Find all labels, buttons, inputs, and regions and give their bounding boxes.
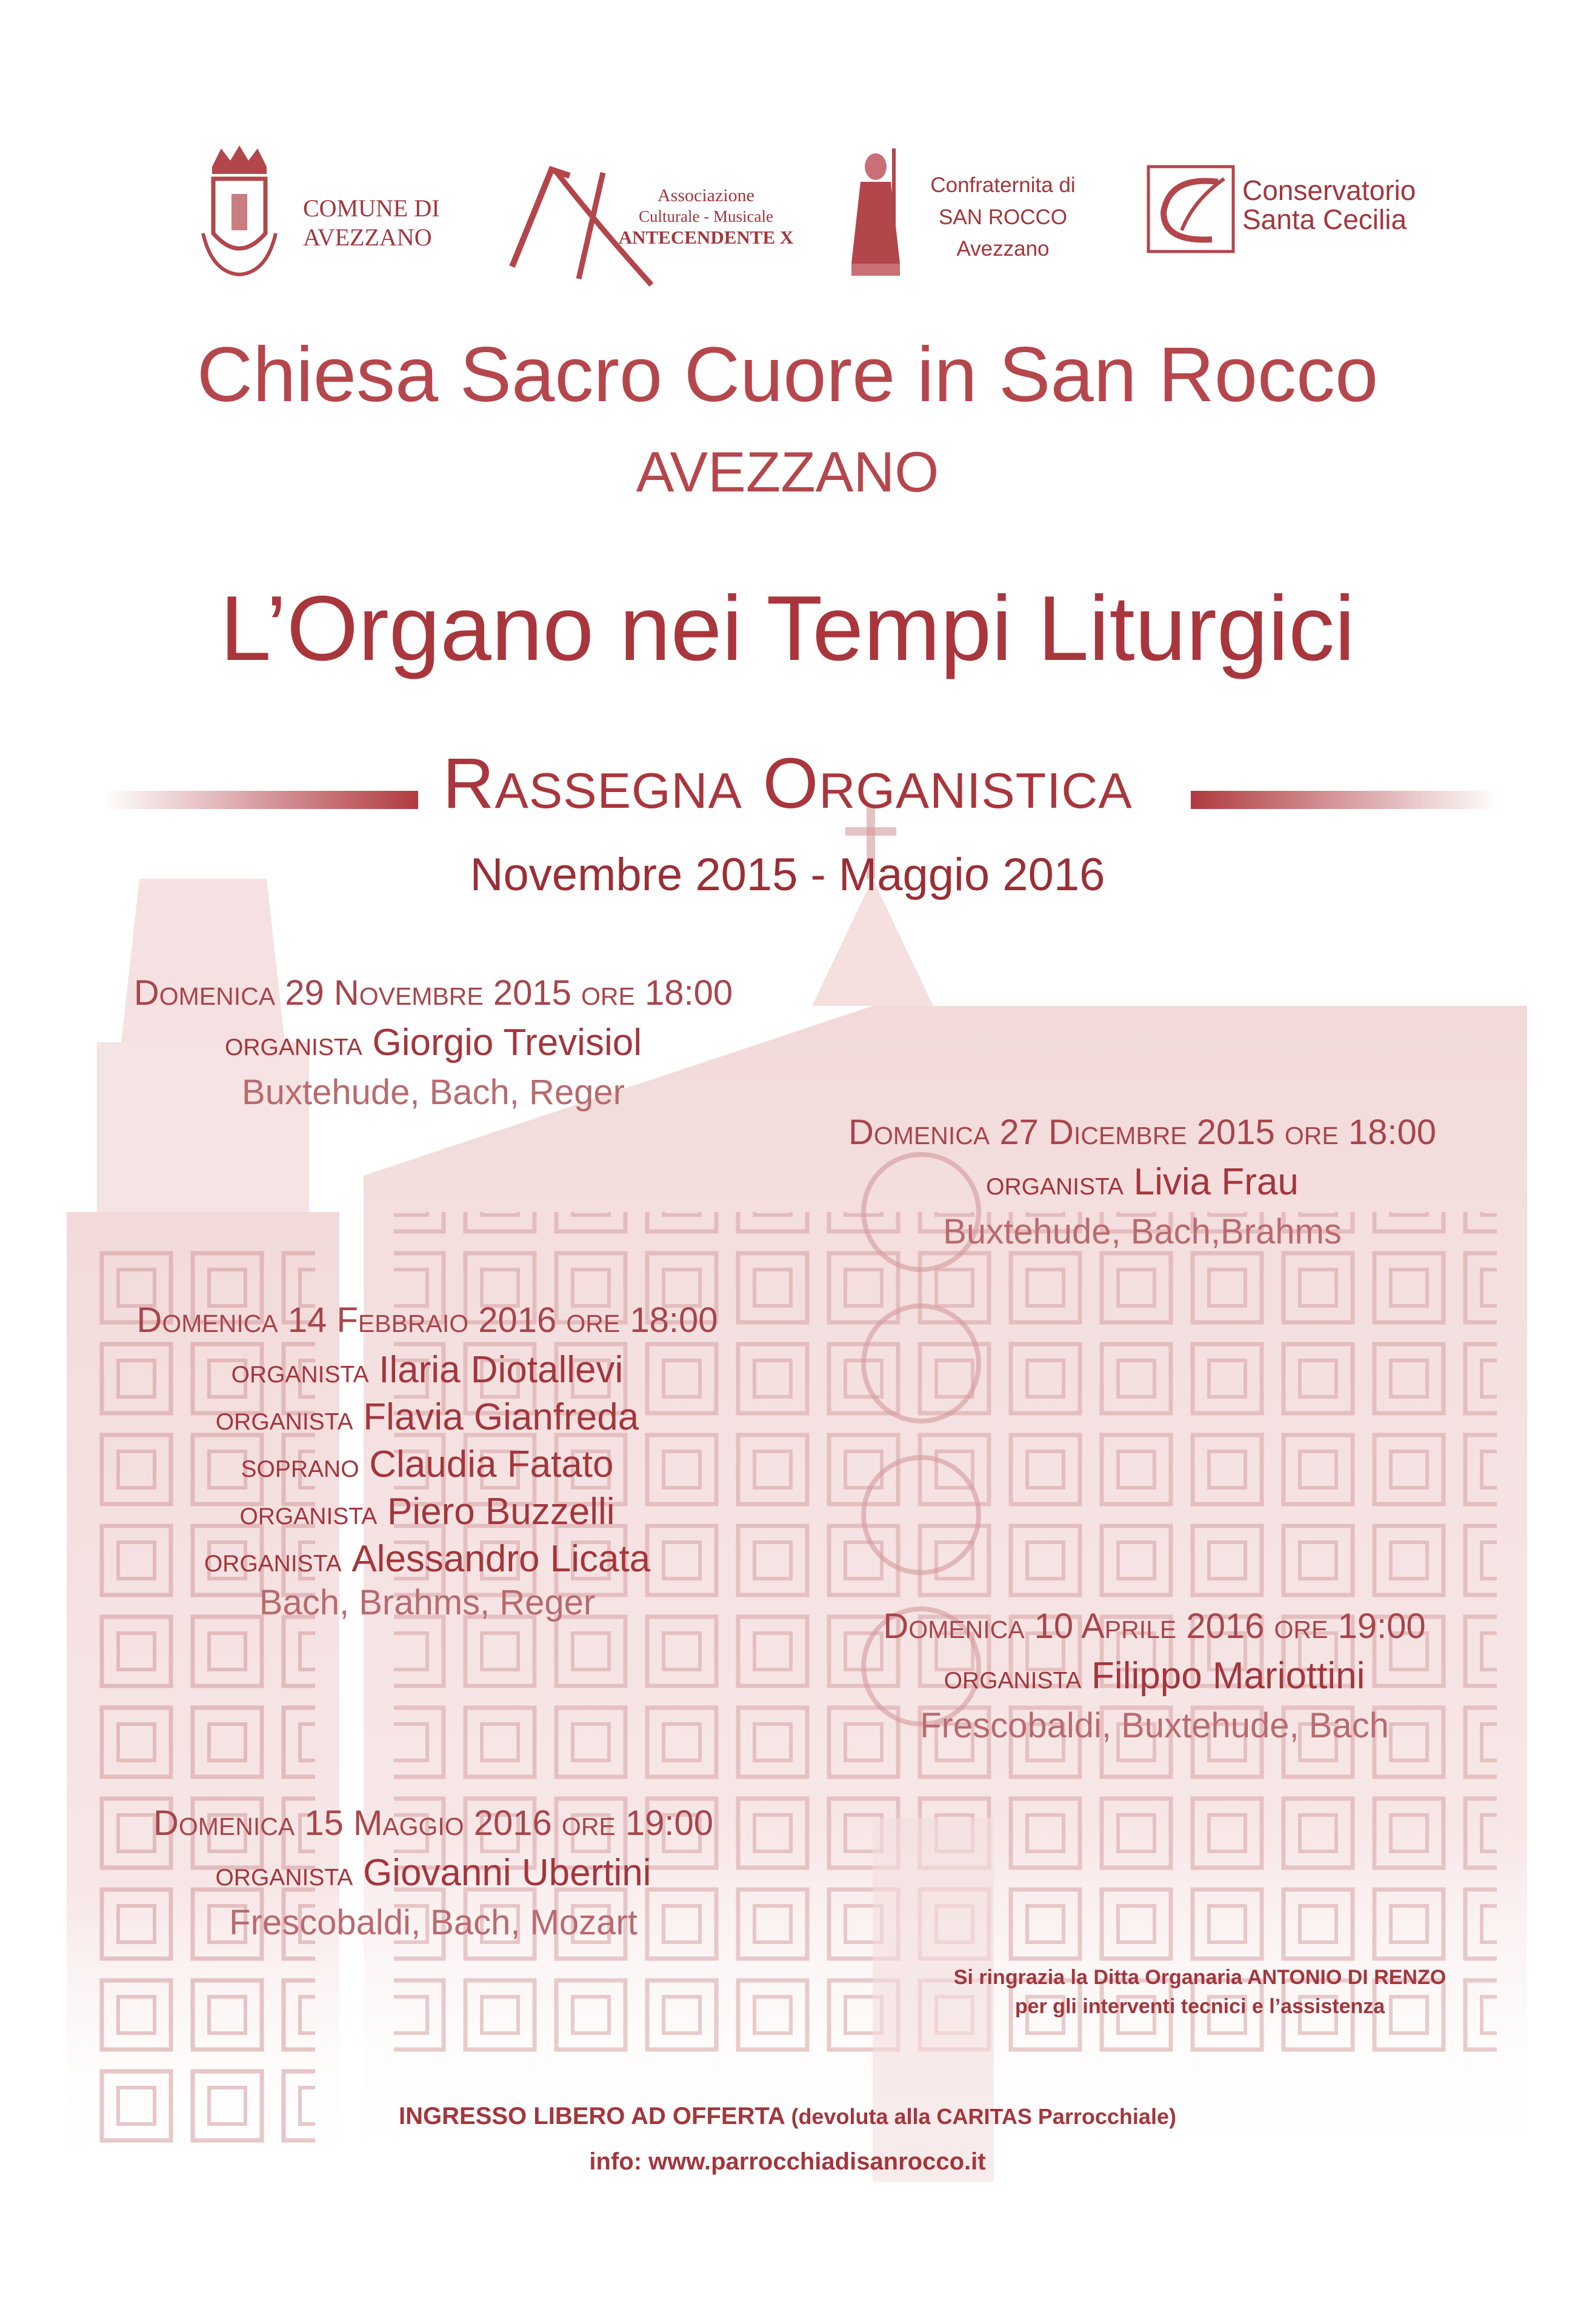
performer: [800, 1161, 1485, 1203]
acknowledgement: [861, 1963, 1539, 2021]
comune-line1: COMUNE DI: [303, 195, 440, 222]
event-date: Domenica 29 Novembre 2015 ore 18:00: [133, 973, 733, 1013]
logo-confraternita: [842, 142, 1097, 279]
associazione-line2: Culturale - Musicale: [639, 207, 773, 225]
city-crest-icon: [200, 142, 279, 279]
series-period: Novembre 2015 - Maggio 2016: [470, 849, 1105, 901]
event-composers: Buxtehude, Bach, Reger: [242, 1073, 625, 1112]
event-block: [800, 1115, 1485, 1250]
acknowledgement-line1: Si ringrazia la Ditta Organaria ANTONIO DI RENZO: [953, 1966, 1447, 1989]
series-title: Rassegna Organistica: [442, 744, 1133, 824]
event-block: [91, 1803, 776, 1942]
confraternita-line3: Avezzano: [956, 237, 1050, 261]
event-composers: Frescobaldi, Bach, Mozart: [229, 1903, 638, 1942]
confraternita-line1: Confraternita di: [930, 173, 1076, 197]
event-date: Domenica 14 Febbraio 2016 ore 18:00: [136, 1300, 718, 1340]
divider-right: [1191, 791, 1500, 809]
conservatorio-emblem-icon: [1145, 164, 1236, 255]
performer-role: organista: [225, 1024, 362, 1062]
associazione-line3: ANTECENDENTE X: [618, 227, 794, 248]
event-date: Domenica 10 Aprile 2016 ore 19:00: [883, 1606, 1426, 1646]
performer-name: Claudia Fatato: [369, 1443, 614, 1485]
info-link[interactable]: info: www.parrocchiadisanrocco.it: [589, 2148, 986, 2175]
associazione-line1: Associazione: [658, 185, 754, 205]
performer-name: Giovanni Ubertini: [362, 1852, 651, 1894]
performer-role: organista: [204, 1540, 342, 1579]
saint-rocco-statue-icon: [842, 142, 909, 279]
event-block: [91, 973, 776, 1112]
confraternita-line2: SAN ROCCO: [939, 205, 1067, 229]
performer: [91, 1024, 776, 1062]
performer-role: soprano: [241, 1446, 359, 1484]
performer-name: Alessandro Licata: [351, 1538, 651, 1580]
event-composers: Buxtehude, Bach,Brahms: [943, 1212, 1342, 1251]
performer: [91, 1854, 776, 1892]
performer-role: organista: [215, 1399, 353, 1437]
performer: [85, 1493, 770, 1531]
performer-role: organista: [944, 1657, 1082, 1696]
entry-note: (devoluta alla CARITAS Parrocchiale): [791, 2104, 1176, 2129]
performer-name: Ilaria Diotallevi: [379, 1349, 624, 1391]
performer-name: Giorgio Trevisiol: [372, 1022, 642, 1064]
performer: [85, 1540, 770, 1578]
event-title: L’Organo nei Tempi Liturgici: [220, 577, 1355, 680]
performer: [85, 1351, 770, 1389]
performer: [85, 1443, 770, 1485]
logo-associazione: [506, 158, 809, 291]
performer-role: organista: [986, 1164, 1124, 1202]
acknowledgement-line2: per gli interventi tecnici e l’assistenza: [1014, 1994, 1385, 2018]
logo-conservatorio: [1145, 164, 1436, 261]
performer-role: organista: [215, 1854, 353, 1893]
event-block: [85, 1300, 770, 1622]
event-composers: Bach, Brahms, Reger: [259, 1583, 596, 1622]
event-date: Domenica 27 Dicembre 2015 ore 18:00: [848, 1113, 1437, 1152]
event-block: [812, 1606, 1497, 1745]
performer-role: organista: [239, 1493, 378, 1531]
logo-comune: [200, 142, 448, 288]
performer: [85, 1396, 770, 1438]
comune-line2: AVEZZANO: [303, 224, 432, 251]
event-date: Domenica 15 Maggio 2016 ore 19:00: [153, 1803, 714, 1843]
performer-name: Livia Frau: [1133, 1161, 1299, 1203]
conservatorio-line1: Conservatorio: [1242, 175, 1416, 206]
entry-text: INGRESSO LIBERO AD OFFERTA: [399, 2103, 785, 2129]
performer: [812, 1657, 1497, 1695]
performer-role: organista: [231, 1351, 369, 1390]
church-name: Chiesa Sacro Cuore in San Rocco: [196, 331, 1379, 418]
entry-notice: [0, 2103, 1575, 2130]
performer-name: Filippo Mariottini: [1091, 1655, 1365, 1697]
performer-name: Flavia Gianfreda: [363, 1396, 639, 1438]
conservatorio-line2: Santa Cecilia: [1242, 204, 1407, 236]
event-composers: Frescobaldi, Buxtehude, Bach: [920, 1706, 1389, 1745]
city-name: AVEZZANO: [636, 440, 939, 504]
performer-name: Piero Buzzelli: [387, 1491, 615, 1533]
